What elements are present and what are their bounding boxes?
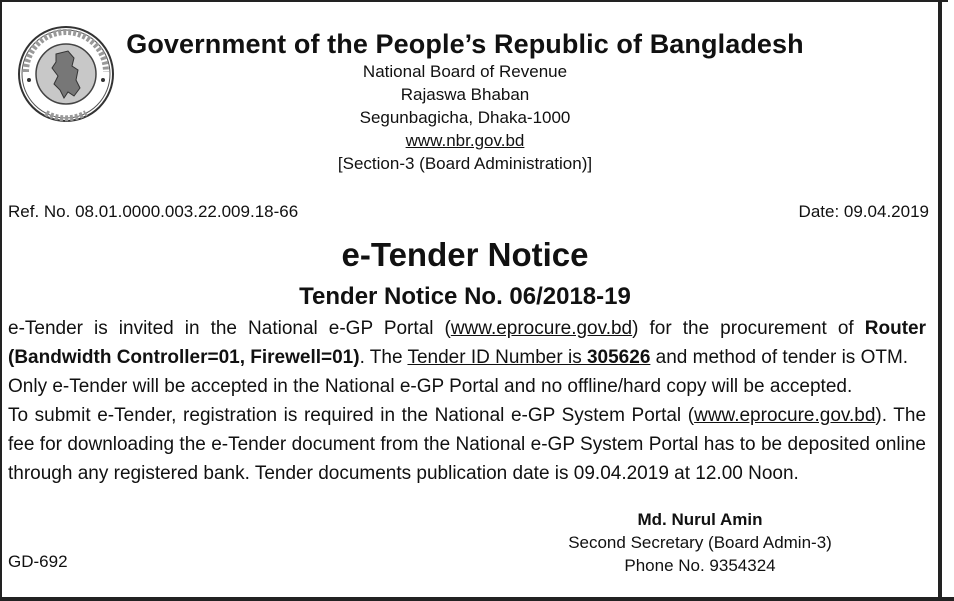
text-segment: and method of tender is OTM.	[650, 347, 909, 368]
reference-number: Ref. No. 08.01.0000.003.22.009.18-66	[8, 202, 299, 221]
signatory-phone: Phone No. 9354324	[624, 556, 776, 575]
bottom-border-rule	[0, 597, 954, 601]
tender-id-text: Tender ID Number is	[407, 347, 587, 368]
paragraph-invitation	[8, 314, 926, 372]
text-segment: ). The fee for downloading the e-Tender document from the National e-GP System Portal has to be deposited online through any registered bank. Tender documents publication date is 09.04.2019 at 12.00 Noon.	[8, 405, 927, 484]
government-title: Government of the People’s Republic of Bangladesh	[126, 29, 804, 59]
notice-title: e-Tender Notice	[341, 236, 589, 273]
signature-block	[540, 508, 860, 577]
office-address: Segunbagicha, Dhaka-1000	[359, 108, 571, 127]
tender-id-number: 305626	[586, 347, 651, 368]
text-segment: To submit e-Tender, registration is required in the National e-GP System Portal (	[8, 405, 695, 426]
text-segment: . The	[359, 347, 408, 368]
notice-date: Date: 09.04.2019	[798, 202, 929, 221]
notice-body	[8, 314, 926, 488]
paragraph-registration	[8, 401, 926, 488]
text-segment: ) for the procurement of	[632, 318, 865, 339]
text-segment: e-Tender is invited in the National e-GP Portal (	[8, 318, 451, 339]
website-link[interactable]: www.nbr.gov.bd	[405, 131, 525, 150]
section-name: [Section-3 (Board Administration)]	[337, 154, 593, 173]
government-seal-icon	[16, 18, 116, 130]
letterhead	[120, 28, 810, 175]
eprocure-link-2[interactable]: www.eprocure.gov.bd	[694, 405, 876, 426]
signatory-name: Md. Nurul Amin	[637, 510, 763, 529]
eprocure-link[interactable]: www.eprocure.gov.bd	[450, 318, 633, 339]
right-border-rule	[938, 0, 942, 601]
tender-id-label	[407, 347, 650, 368]
building-name: Rajaswa Bhaban	[400, 85, 530, 104]
gd-number: GD-692	[8, 552, 68, 571]
office-name: National Board of Revenue	[362, 62, 568, 81]
signatory-designation: Second Secretary (Board Admin-3)	[568, 533, 832, 552]
tender-notice-number: Tender Notice No. 06/2018-19	[299, 283, 631, 310]
procurement-item: Router (Bandwidth Controller=01, Firewell=01)	[8, 318, 926, 368]
paragraph-online-only: Only e-Tender will be accepted in the National e-GP Portal and no offline/hard copy will be accepted.	[8, 376, 853, 397]
